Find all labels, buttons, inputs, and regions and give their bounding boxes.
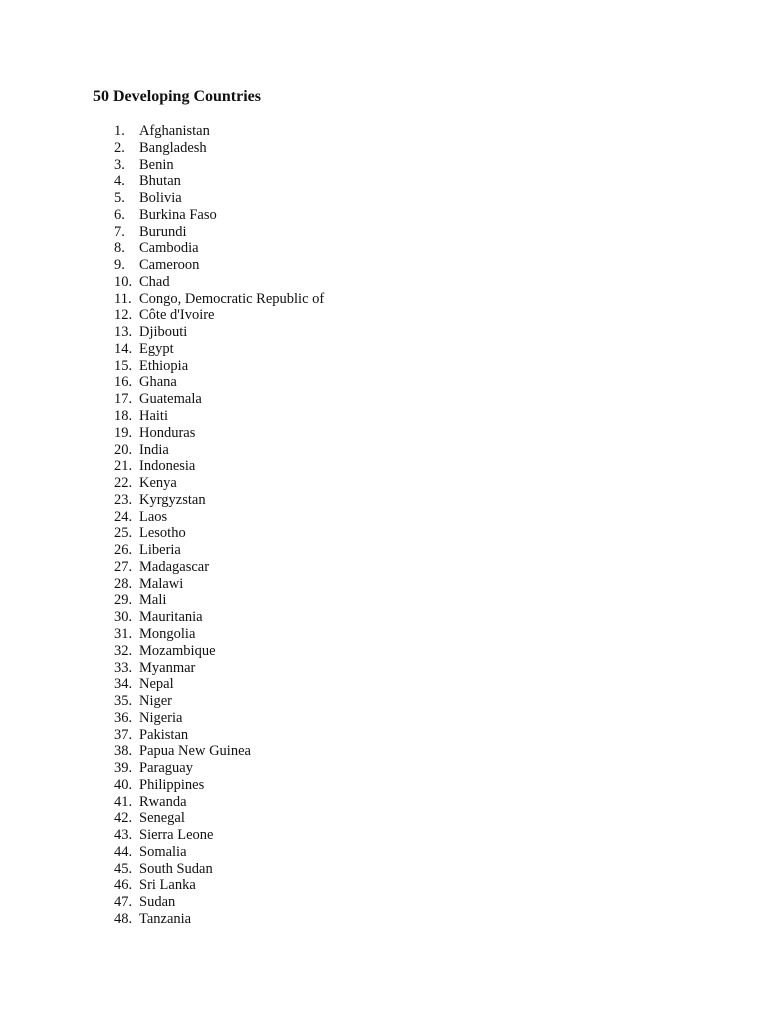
country-name: India: [139, 441, 169, 458]
item-number: 10.: [114, 273, 133, 290]
country-name: Sri Lanka: [139, 877, 196, 894]
country-name: Philippines: [139, 776, 205, 793]
item-number: 28.: [114, 575, 133, 592]
country-name: Lesotho: [139, 525, 186, 542]
document-title: 50 Developing Countries: [93, 88, 261, 105]
item-number: 36.: [114, 709, 133, 726]
country-name: Papua New Guinea: [139, 743, 251, 760]
country-name: Sudan: [139, 894, 176, 911]
item-number: 20.: [114, 441, 133, 458]
country-name: Myanmar: [139, 659, 196, 676]
item-number: 24.: [114, 508, 133, 525]
item-number: 4.: [114, 173, 125, 190]
item-number: 26.: [114, 542, 133, 559]
country-name: Indonesia: [139, 458, 196, 475]
item-number: 27.: [114, 558, 133, 575]
item-number: 17.: [114, 391, 133, 408]
item-number: 46.: [114, 877, 133, 894]
item-number: 1.: [114, 123, 125, 139]
item-number: 39.: [114, 760, 133, 777]
country-name: Djibouti: [139, 324, 188, 341]
country-name: Liberia: [139, 542, 181, 559]
item-number: 23.: [114, 491, 133, 508]
item-number: 9.: [114, 257, 125, 274]
country-name: South Sudan: [139, 860, 213, 877]
country-name: Mozambique: [139, 642, 216, 659]
country-name: Bangladesh: [139, 139, 207, 156]
item-number: 6.: [114, 206, 125, 223]
country-name: Ghana: [139, 374, 177, 391]
item-number: 40.: [114, 776, 133, 793]
country-name: Bolivia: [139, 190, 182, 207]
item-number: 18.: [114, 408, 133, 425]
country-name: Senegal: [139, 810, 185, 827]
country-name: Somalia: [139, 843, 187, 860]
item-number: 35.: [114, 693, 133, 710]
country-name: Ethiopia: [139, 357, 189, 374]
item-number: 16.: [114, 374, 133, 391]
country-name: Bhutan: [139, 173, 181, 190]
item-number: 33.: [114, 659, 133, 676]
item-number: 15.: [114, 357, 133, 374]
item-number: 30.: [114, 609, 133, 626]
country-name: Paraguay: [139, 760, 193, 777]
item-number: 41.: [114, 793, 133, 810]
country-name: Kyrgyzstan: [139, 491, 206, 508]
country-name: Cambodia: [139, 240, 199, 257]
country-name: Burkina Faso: [139, 206, 217, 223]
country-name: Nigeria: [139, 709, 183, 726]
item-number: 22.: [114, 475, 133, 492]
item-number: 13.: [114, 324, 133, 341]
country-name: Benin: [139, 156, 174, 173]
item-number: 2.: [114, 139, 125, 156]
country-name: Haiti: [139, 408, 168, 425]
item-number: 44.: [114, 843, 133, 860]
country-name: Rwanda: [139, 793, 187, 810]
country-name: Chad: [139, 273, 170, 290]
country-name: Cameroon: [139, 257, 200, 274]
item-number: 8.: [114, 240, 125, 257]
country-name: Kenya: [139, 475, 177, 492]
item-number: 7.: [114, 223, 125, 240]
item-number: 45.: [114, 860, 133, 877]
country-name: Mali: [139, 592, 167, 609]
country-name: Burundi: [139, 223, 187, 240]
country-name: Sierra Leone: [139, 827, 214, 844]
country-name: Malawi: [139, 575, 184, 592]
item-number: 34.: [114, 676, 133, 693]
country-name: Congo, Democratic Republic of: [139, 290, 325, 307]
country-name: Laos: [139, 508, 168, 525]
item-number: 25.: [114, 525, 133, 542]
item-number: 32.: [114, 642, 133, 659]
country-name: Côte d'Ivoire: [139, 307, 215, 324]
country-name: Tanzania: [139, 910, 192, 927]
item-number: 19.: [114, 424, 133, 441]
item-number: 12.: [114, 307, 133, 324]
country-name: Pakistan: [139, 726, 189, 743]
item-number: 38.: [114, 743, 133, 760]
country-name: Guatemala: [139, 391, 202, 408]
country-name: Mauritania: [139, 609, 203, 626]
country-name: Honduras: [139, 424, 196, 441]
item-number: 31.: [114, 625, 133, 642]
country-name: Afghanistan: [139, 123, 210, 139]
item-number: 43.: [114, 827, 133, 844]
item-number: 29.: [114, 592, 133, 609]
item-number: 42.: [114, 810, 133, 827]
item-number: 37.: [114, 726, 133, 743]
item-number: 14.: [114, 340, 133, 357]
country-name: Madagascar: [139, 558, 210, 575]
item-number: 11.: [114, 290, 132, 307]
item-number: 5.: [114, 190, 125, 207]
item-number: 21.: [114, 458, 133, 475]
item-number: 3.: [114, 156, 125, 173]
item-number: 48.: [114, 910, 133, 927]
country-name: Egypt: [139, 340, 174, 357]
country-name: Nepal: [139, 676, 174, 693]
item-number: 47.: [114, 894, 133, 911]
country-name: Niger: [139, 693, 173, 710]
country-name: Mongolia: [139, 625, 196, 642]
